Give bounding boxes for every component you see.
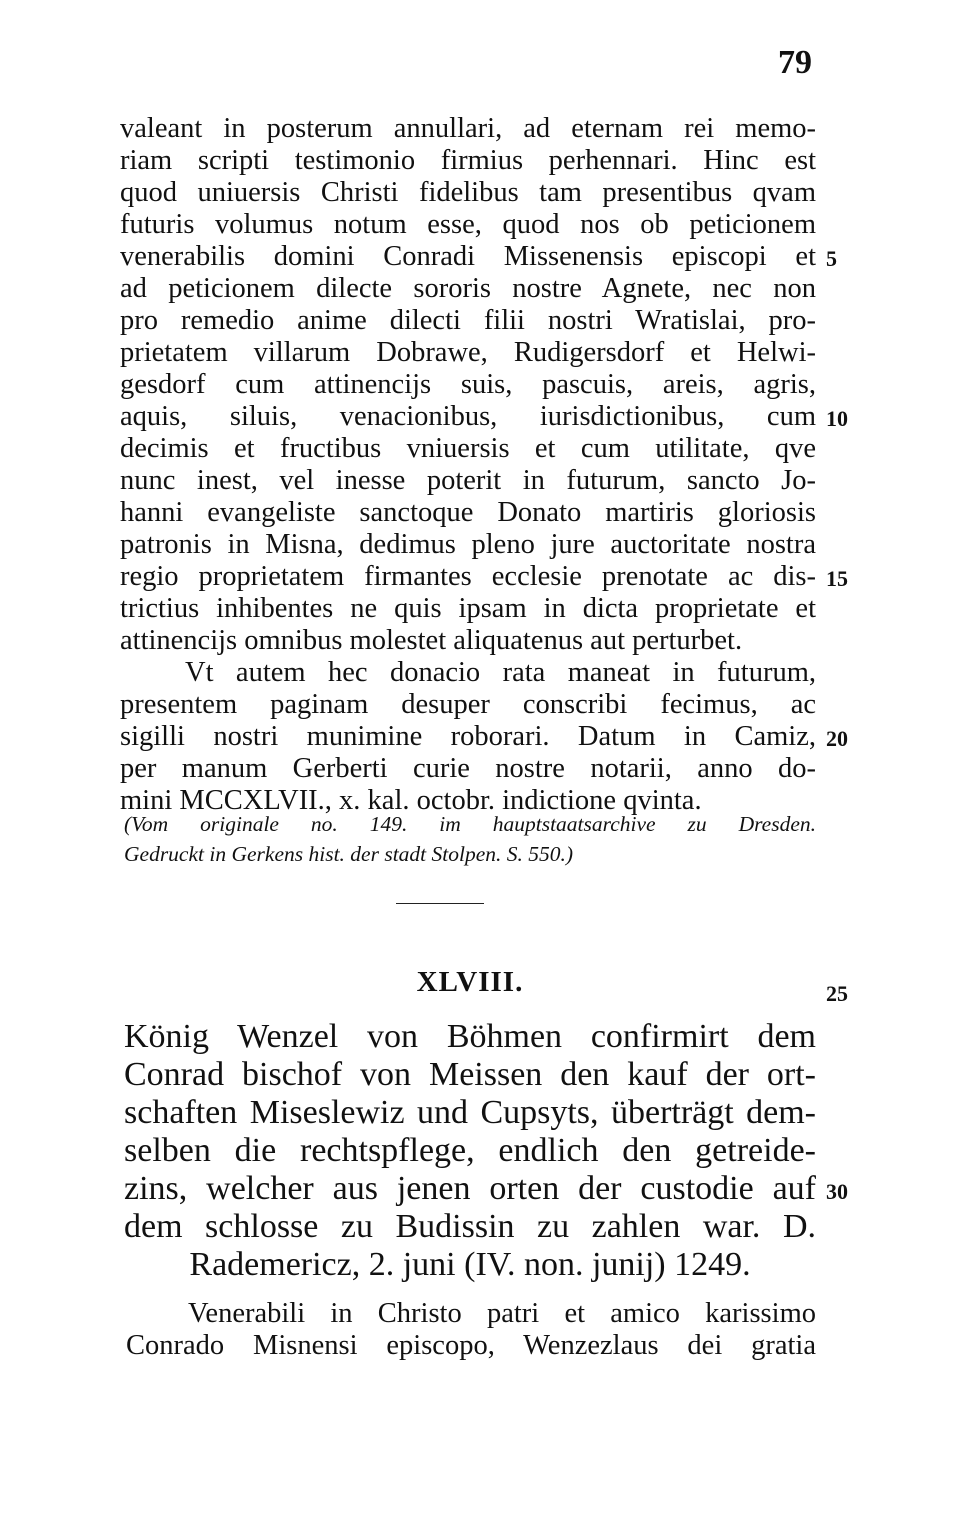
text-line: sigilli nostri munimine roborari. Datum in Camiz, — [120, 721, 816, 752]
text-line: Vt autem hec donacio rata maneat in futurum, — [185, 657, 816, 688]
section-divider — [396, 903, 484, 904]
text-line: hanni evangeliste sanctoque Donato martiris gloriosis — [120, 497, 816, 528]
heading-line: König Wenzel von Böhmen confirmirt dem — [124, 1018, 816, 1055]
margin-line-number: 10 — [826, 406, 848, 431]
text-line: per manum Gerberti curie nostre notarii, anno do- — [120, 753, 816, 784]
opening-line: Venerabili in Christo patri et amico karissimo — [188, 1298, 816, 1329]
text-line: valeant in posterum annullari, ad eternam rei memo- — [120, 113, 816, 144]
margin-line-number: 20 — [826, 726, 848, 751]
source-note-line: Gedruckt in Gerkens hist. der stadt Stolpen. S. 550.) — [124, 842, 574, 866]
text-line: mini MCCXLVII., x. kal. octobr. indictione qvinta. — [120, 785, 702, 816]
source-note-line: (Vom originale no. 149. im hauptstaatsarchive zu Dresden. — [124, 812, 816, 836]
heading-line: Conrad bischof von Meissen den kauf der ort- — [124, 1056, 816, 1093]
text-line: regio proprietatem firmantes ecclesie prenotate ac dis- — [120, 561, 816, 592]
text-line: riam scripti testimonio firmius perhennari. Hinc est — [120, 145, 816, 176]
margin-line-number: 25 — [826, 981, 848, 1006]
text-line: nunc inest, vel inesse poterit in futurum, sancto Jo- — [120, 465, 816, 496]
margin-line-number: 30 — [826, 1179, 848, 1204]
heading-line: dem schlosse zu Budissin zu zahlen war. D. — [124, 1208, 816, 1245]
document-number: XLVIII. — [416, 966, 524, 998]
text-line: patronis in Misna, dedimus pleno jure auctoritate nostra — [120, 529, 816, 560]
text-line: decimis et fructibus vniuersis et cum utilitate, qve — [120, 433, 816, 464]
text-line: gesdorf cum attinencijs suis, pascuis, areis, agris, — [120, 369, 816, 400]
heading-line: schaften Miseslewiz und Cupsyts, überträgt dem- — [124, 1094, 816, 1131]
page-number: 79 — [778, 44, 812, 81]
text-line: pro remedio anime dilecti filii nostri Wratislai, pro- — [120, 305, 816, 336]
margin-line-number: 15 — [826, 566, 848, 591]
heading-line: Rademericz, 2. juni (IV. non. junij) 1249. — [189, 1246, 751, 1283]
text-line: venerabilis domini Conradi Missenensis episcopi et — [120, 241, 816, 272]
text-line: prietatem villarum Dobrawe, Rudigersdorf et Helwi- — [120, 337, 816, 368]
text-line: aquis, siluis, venacionibus, iurisdictionibus, cum — [120, 401, 816, 432]
text-line: futuris volumus notum esse, quod nos ob peticionem — [120, 209, 816, 240]
text-line: presentem paginam desuper conscribi fecimus, ac — [120, 689, 816, 720]
opening-line: Conrado Misnensi episcopo, Wenzezlaus dei gratia — [126, 1330, 816, 1361]
heading-line: zins, welcher aus jenen orten der custodie auf — [124, 1170, 816, 1207]
text-line: trictius inhibentes ne quis ipsam in dicta proprietate et — [120, 593, 816, 624]
text-line: quod uniuersis Christi fidelibus tam presentibus qvam — [120, 177, 816, 208]
text-line: attinencijs omnibus molestet aliquatenus aut perturbet. — [120, 625, 743, 656]
heading-line: selben die rechtspflege, endlich den getreide- — [124, 1132, 816, 1169]
margin-line-number: 5 — [826, 246, 837, 271]
text-line: ad peticionem dilecte sororis nostre Agnete, nec non — [120, 273, 816, 304]
